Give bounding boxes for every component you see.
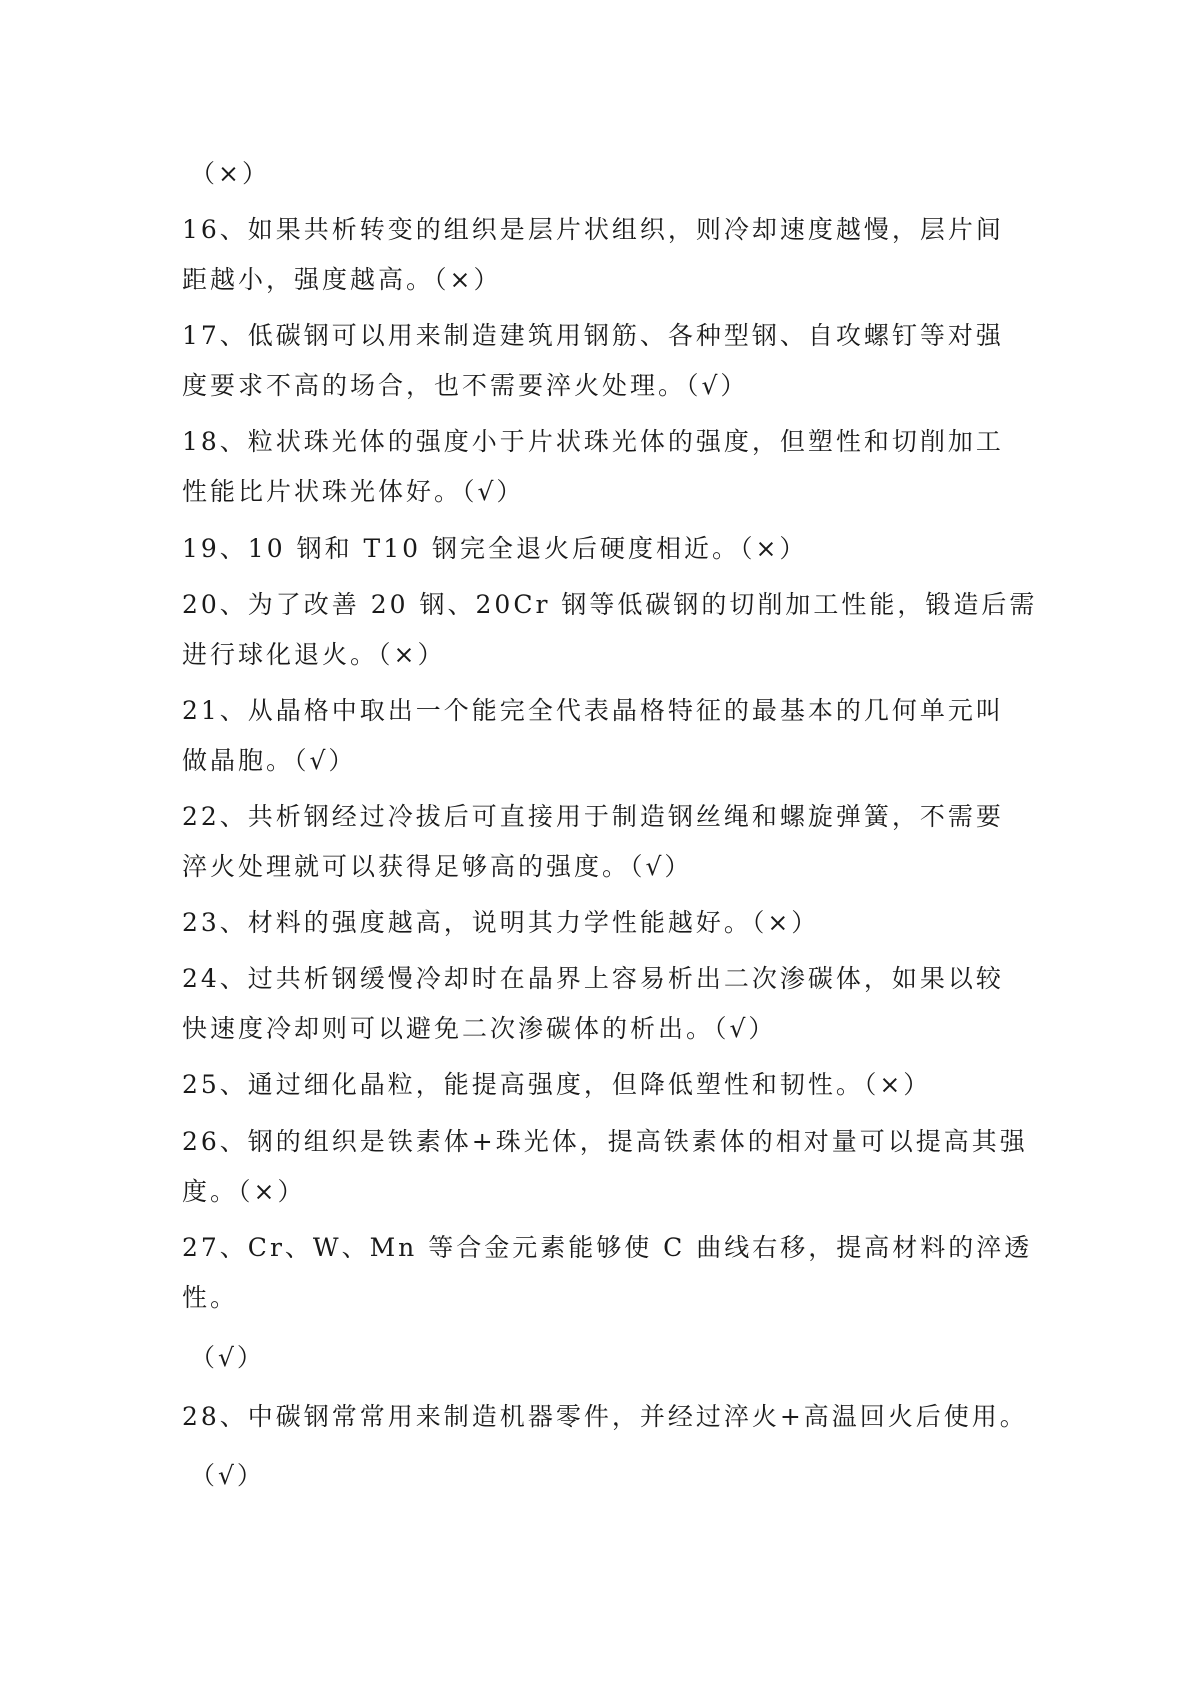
question-24-line-1: 24、过共析钢缓慢冷却时在晶界上容易析出二次渗碳体，如果以较 [182, 964, 1004, 993]
question-26-line-2: 度。（×） [182, 1177, 306, 1206]
question-25: 25、通过细化晶粒，能提高强度，但降低塑性和韧性。（×） [182, 1070, 932, 1099]
question-20-line-1: 20、为了改善 20 钢、20Cr 钢等低碳钢的切削加工性能，锻造后需 [182, 590, 1038, 619]
question-22-line-1: 22、共析钢经过冷拔后可直接用于制造钢丝绳和螺旋弹簧，不需要 [182, 802, 1004, 831]
question-22-line-2: 淬火处理就可以获得足够高的强度。（√） [182, 852, 693, 881]
question-16-line-2: 距越小，强度越高。（×） [182, 265, 502, 294]
question-27-line-2: 性。 [182, 1283, 239, 1312]
question-27-line-1: 27、Cr、W、Mn 等合金元素能够使 C 曲线右移，提高材料的淬透 [182, 1233, 1033, 1262]
question-28: 28、中碳钢常常用来制造机器零件，并经过淬火+高温回火后使用。 [182, 1402, 1028, 1431]
question-19: 19、10 钢和 T10 钢完全退火后硬度相近。（×） [182, 534, 808, 563]
question-17-line-1: 17、低碳钢可以用来制造建筑用钢筋、各种型钢、自攻螺钉等对强 [182, 321, 1004, 350]
question-18-line-1: 18、粒状珠光体的强度小于片状珠光体的强度，但塑性和切削加工 [182, 427, 1004, 456]
question-24-line-2: 快速度冷却则可以避免二次渗碳体的析出。（√） [182, 1014, 777, 1043]
question-16-line-1: 16、如果共析转变的组织是层片状组织，则冷却速度越慢，层片间 [182, 215, 1004, 244]
question-20-line-2: 进行球化退火。（×） [182, 640, 446, 669]
question-27-answer: （√） [190, 1343, 265, 1372]
question-18-line-2: 性能比片状珠光体好。（√） [182, 477, 525, 506]
question-23: 23、材料的强度越高，说明其力学性能越好。（×） [182, 908, 820, 937]
question-17-line-2: 度要求不高的场合，也不需要淬火处理。（√） [182, 371, 749, 400]
question-21-line-1: 21、从晶格中取出一个能完全代表晶格特征的最基本的几何单元叫 [182, 696, 1004, 725]
answer-mark: （×） [190, 159, 270, 188]
question-26-line-1: 26、钢的组织是铁素体+珠光体，提高铁素体的相对量可以提高其强 [182, 1127, 1028, 1156]
question-28-answer: （√） [190, 1461, 265, 1490]
question-21-line-2: 做晶胞。（√） [182, 746, 357, 775]
